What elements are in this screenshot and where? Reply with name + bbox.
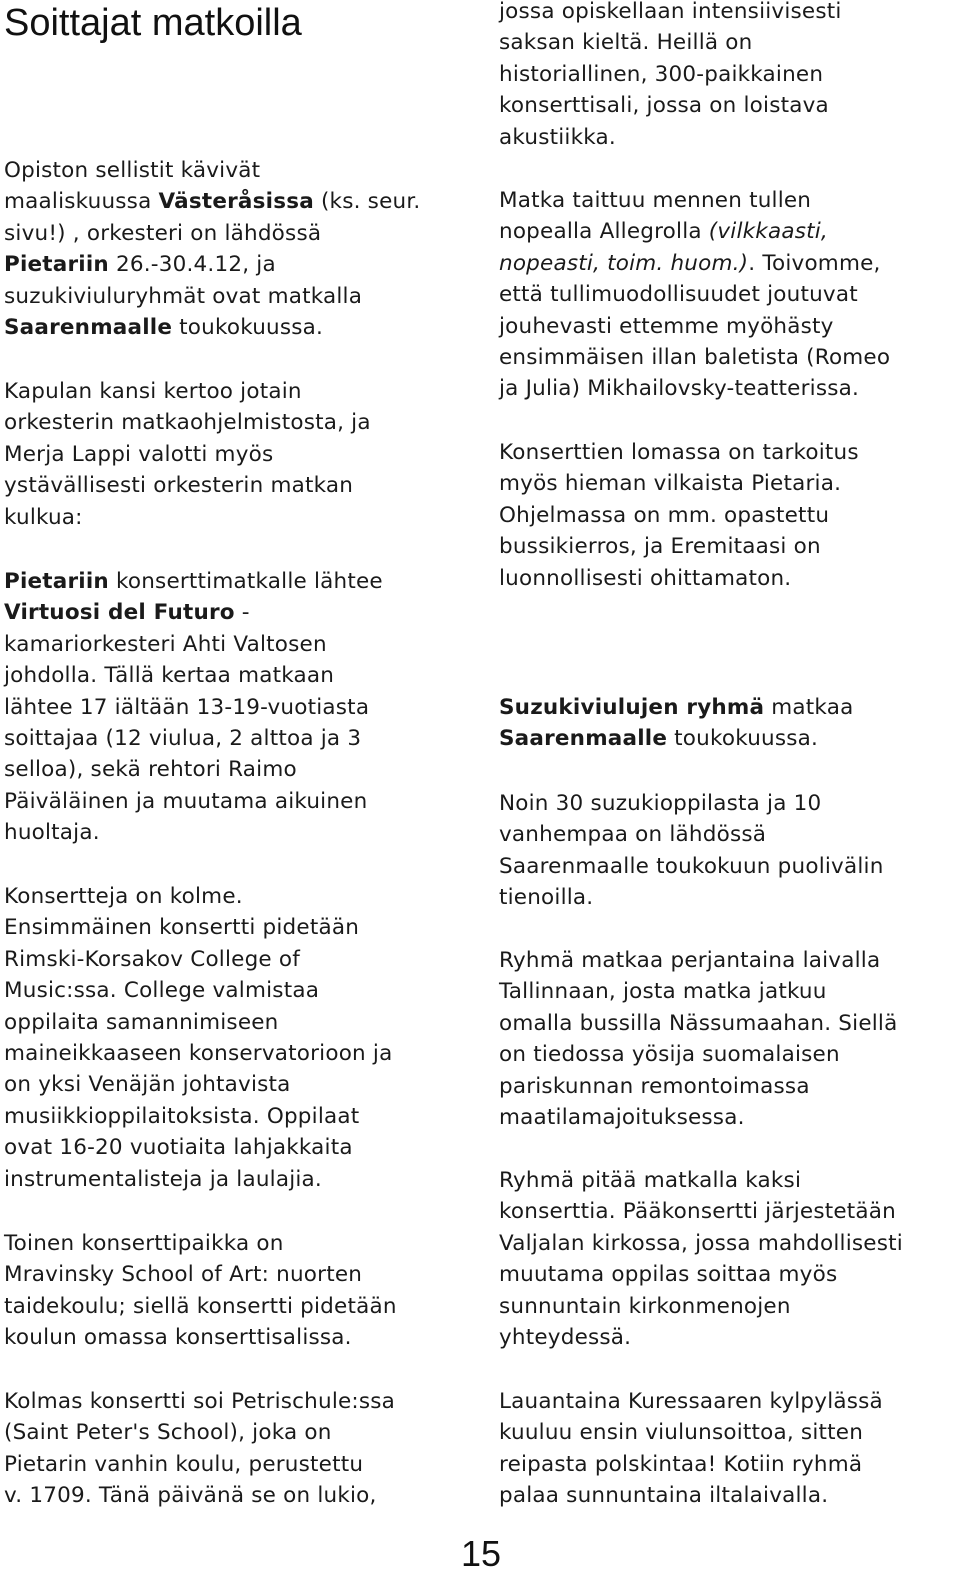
suzuki-group-name: Suzukiviulujen ryhmä xyxy=(499,695,765,720)
sightseeing-paragraph: Konserttien lomassa on tarkoitus myös hieman vilkaista Pietaria. Ohjelmassa on mm. opastettu bussikierros, ja Eremitaasi on luonnollisesti ohittamaton. xyxy=(499,440,859,591)
page-number: 15 xyxy=(461,1533,502,1574)
suzuki-travel-paragraph: Ryhmä matkaa perjantaina laivalla Tallinnaan, josta matka jatkuu omalla bussilla Nässumaahan. Siellä on tiedossa yösija suomalaisen pariskunnan remontoimassa maatilamajoituksessa. xyxy=(499,948,898,1131)
third-venue-paragraph: Kolmas konsertti soi Petrischule:ssa (Saint Peter's School), joka on Pietarin vanhin koulu, perustettu v. 1709. Tänä päivänä se on lukio, xyxy=(4,1389,396,1509)
intro-text-a: Opiston sellistit kävivät maaliskuussa xyxy=(4,158,261,215)
suzuki-saturday-paragraph: Lauantaina Kuressaaren kylpylässä kuuluu ensin viulunsoittoa, sitten reipasta polskintaa! Kotiin ryhmä palaa sunnuntaina iltalaivalla. xyxy=(499,1389,883,1509)
suzuki-intro-paragraph xyxy=(499,692,853,755)
intro-place-vasteras: Västeråsissa xyxy=(158,189,314,215)
travel-editor-note: (vilkkaasti, nopeasti, toim. huom.) xyxy=(499,219,828,276)
second-venue-paragraph: Toinen konserttipaikka on Mravinsky School of Art: nuorten taidekoulu; siellä konsertti pidetään koulun omassa konserttisalissa. xyxy=(4,1231,397,1351)
program-paragraph: Kapulan kansi kertoo jotain orkesterin matkaohjelmistosta, ja Merja Lappi valotti myös ystävällisesti orkesterin matkan kulkua: xyxy=(4,379,371,530)
travel-text-c: . Toivomme, että tullimuodollisuudet joutuvat jouhevasti ettemme myöhästy ensimmäisen illan baletista (Romeo ja Julia) Mikhailovsky-teatterissa. xyxy=(499,250,891,402)
intro-text-g: toukokuussa. xyxy=(172,315,324,341)
travel-text-a: Matka taittuu mennen tullen nopealla Allegrolla xyxy=(499,188,812,245)
pietari-place: Pietariin xyxy=(4,569,109,594)
suzuki-participants-paragraph: Noin 30 suzukioppilasta ja 10 vanhempaa on lähdössä Saarenmaalle toukokuun puolivälin tienoilla. xyxy=(499,791,884,911)
suzuki-place: Saarenmaalle xyxy=(499,726,668,752)
article-title: Soittajat matkoilla xyxy=(4,2,302,44)
orchestra-name: Virtuosi del Futuro xyxy=(4,600,235,626)
pietari-trip-paragraph xyxy=(4,566,383,849)
pietari-text-b: konserttimatkalle lähtee xyxy=(115,569,383,594)
intro-paragraph xyxy=(4,155,420,343)
intro-text-c: (ks. seur. sivu!) , orkesteri on lähdössä xyxy=(4,189,421,246)
travel-paragraph xyxy=(499,185,890,405)
school-paragraph: jossa opiskellaan intensiivisesti saksan kieltä. Heillä on historiallinen, 300-paikkainen konserttisali, jossa on loistava akustiikka. xyxy=(499,0,842,150)
intro-place-saarenmaa: Saarenmaalle xyxy=(4,315,173,341)
intro-text-e: 26.-30.4.12, ja suzukiviuluryhmät ovat matkalla xyxy=(4,252,363,309)
suzuki-concerts-paragraph: Ryhmä pitää matkalla kaksi konserttia. Pääkonsertti järjestetään Valjalan kirkossa, jossa mahdollisesti muutama oppilas soittaa myös sunnuntain kirkonmenojen yhteydessä. xyxy=(499,1168,903,1351)
suzuki-text-d: toukokuussa. xyxy=(667,726,819,752)
concerts-paragraph: Konsertteja on kolme. Ensimmäinen konsertti pidetään Rimski-Korsakov College of Music:ssa. College valmistaa oppilaita samannimiseen maineikkaaseen konservatorioon ja on yksi Venäjän johtavista musiikkioppilaitoksista. Oppilaat ovat 16-20 vuotiaita lahjakkaita instrumentalisteja ja laulajia. xyxy=(4,884,393,1192)
pietari-text-d: - kamariorkesteri Ahti Valtosen johdolla. Tällä kertaa matkaan lähtee 17 iältään 13-19-vuotiasta soittajaa (12 viulua, 2 alttoa ja 3 selloa), sekä rehtori Raimo Päiväläinen ja muutama aikuinen huoltaja. xyxy=(4,600,370,846)
intro-place-pietari: Pietariin xyxy=(4,252,109,278)
suzuki-text-b: matkaa xyxy=(771,695,854,720)
